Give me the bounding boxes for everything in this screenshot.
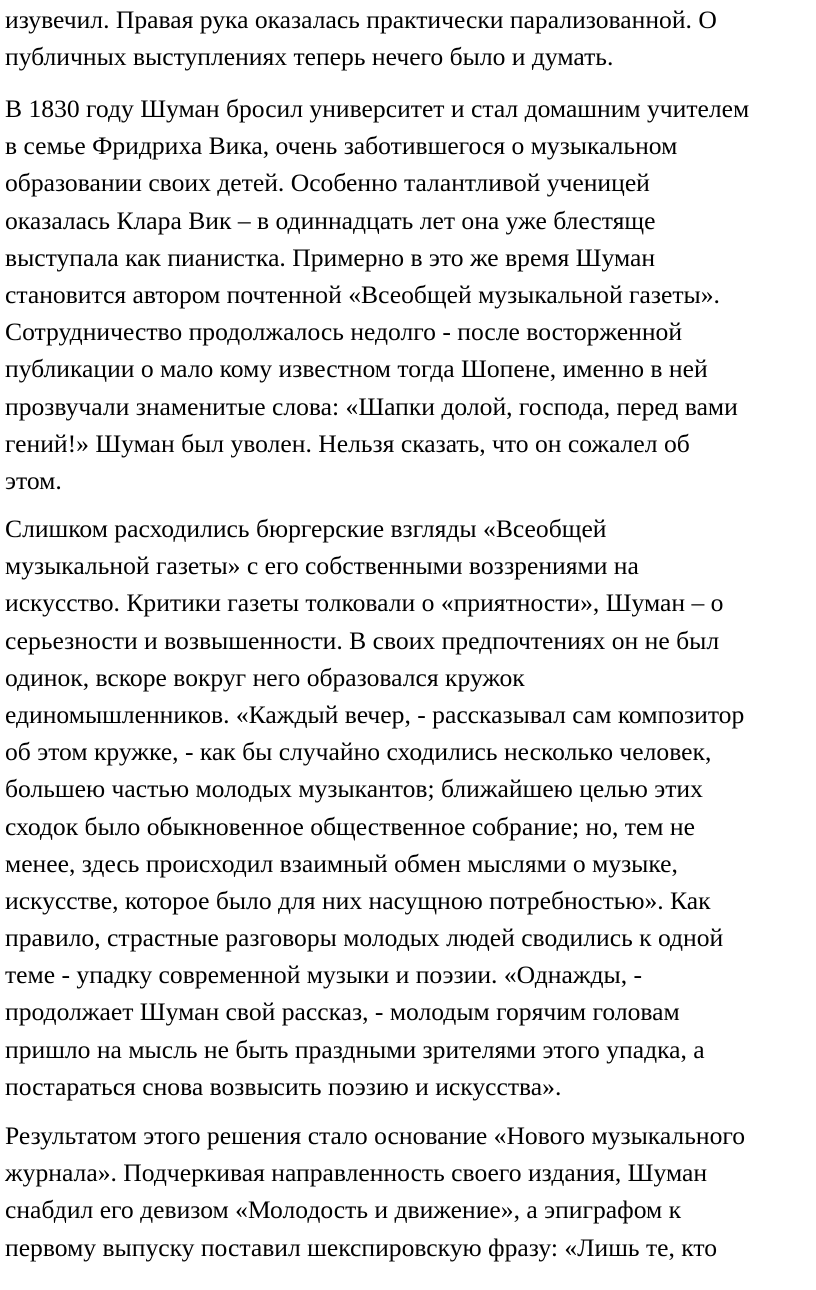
paragraph-4 [5,1117,813,1266]
text-line: гений!» Шуман был уволен. Нельзя сказать, что он сожалел об [5,428,690,458]
text-line: публичных выступлениях теперь нечего было и думать. [5,42,614,72]
text-line: выступала как пианистка. Примерно в это же время Шуман [5,242,656,272]
text-line: музыкальной газеты» с его собственными воззрениями на [5,551,639,581]
text-line: снабдил его девизом «Молодость и движение», а эпиграфом к [5,1195,682,1225]
text-line: В 1830 году Шуман бросил университет и стал домашним учителем [5,94,750,123]
text-line: в семье Фридриха Вика, очень заботившегося о музыкальном [5,131,678,161]
text-line: менее, здесь происходил взаимный обмен мыслями о музыке, [5,848,678,878]
text-line: Слишком расходились бюргерские взгляды «Всеобщей [5,514,607,543]
text-line: об этом кружке, - как бы случайно сходились несколько человек, [5,737,712,767]
text-line: единомышленников. «Каждый вечер, - рассказывал сам композитор [5,699,745,729]
text-line: изувечил. Правая рука оказалась практически парализованной. О [5,5,717,34]
text-line: теме - упадку современной музыки и поэзии. «Однажды, - [5,960,643,990]
text-line: оказалась Клара Вик – в одиннадцать лет она уже блестяще [5,205,656,235]
text-line: становится автором почтенной «Всеобщей музыкальной газеты». [5,279,720,309]
text-line: искусстве, которое было для них насущною потребностью». Как [5,885,711,915]
paragraph-1 [5,1,813,75]
text-line: продолжает Шуман свой рассказ, - молодым горячим головам [5,997,680,1027]
text-line: правило, страстные разговоры молодых людей сводились к одной [5,923,724,953]
text-line: образовании своих детей. Особенно талантливой ученицей [5,168,650,198]
text-line: Сотрудничество продолжалось недолго - после восторженной [5,317,683,347]
text-line: публикации о мало кому известном тогда Шопене, именно в ней [5,354,708,384]
text-line: этом. [5,465,62,495]
text-line: пришло на мысль не быть праздными зрителями этого упадка, а [5,1034,705,1064]
text-line: большею частью молодых музыкантов; ближайшею целью этих [5,774,703,804]
text-line: журнала». Подчеркивая направленность своего издания, Шуман [5,1158,708,1188]
text-line: первому выпуску поставил шекспировскую фразу: «Лишь те, кто [5,1232,718,1262]
text-line: одинок, вскоре вокруг него образовался кружок [5,662,525,692]
text-line: постараться снова возвысить поэзию и искусства». [5,1071,562,1101]
paragraph-3 [5,510,813,1105]
paragraph-2 [5,90,813,499]
text-line: Результатом этого решения стало основание «Нового музыкального [5,1121,746,1150]
text-line: прозвучали знаменитые слова: «Шапки долой, господа, перед вами [5,391,738,421]
text-line: искусство. Критики газеты толковали о «приятности», Шуман – о [5,588,724,618]
text-line: сходок было обыкновенное общественное собрание; но, тем не [5,811,695,841]
text-line: серьезности и возвышенности. В своих предпочтениях он не был [5,625,720,655]
